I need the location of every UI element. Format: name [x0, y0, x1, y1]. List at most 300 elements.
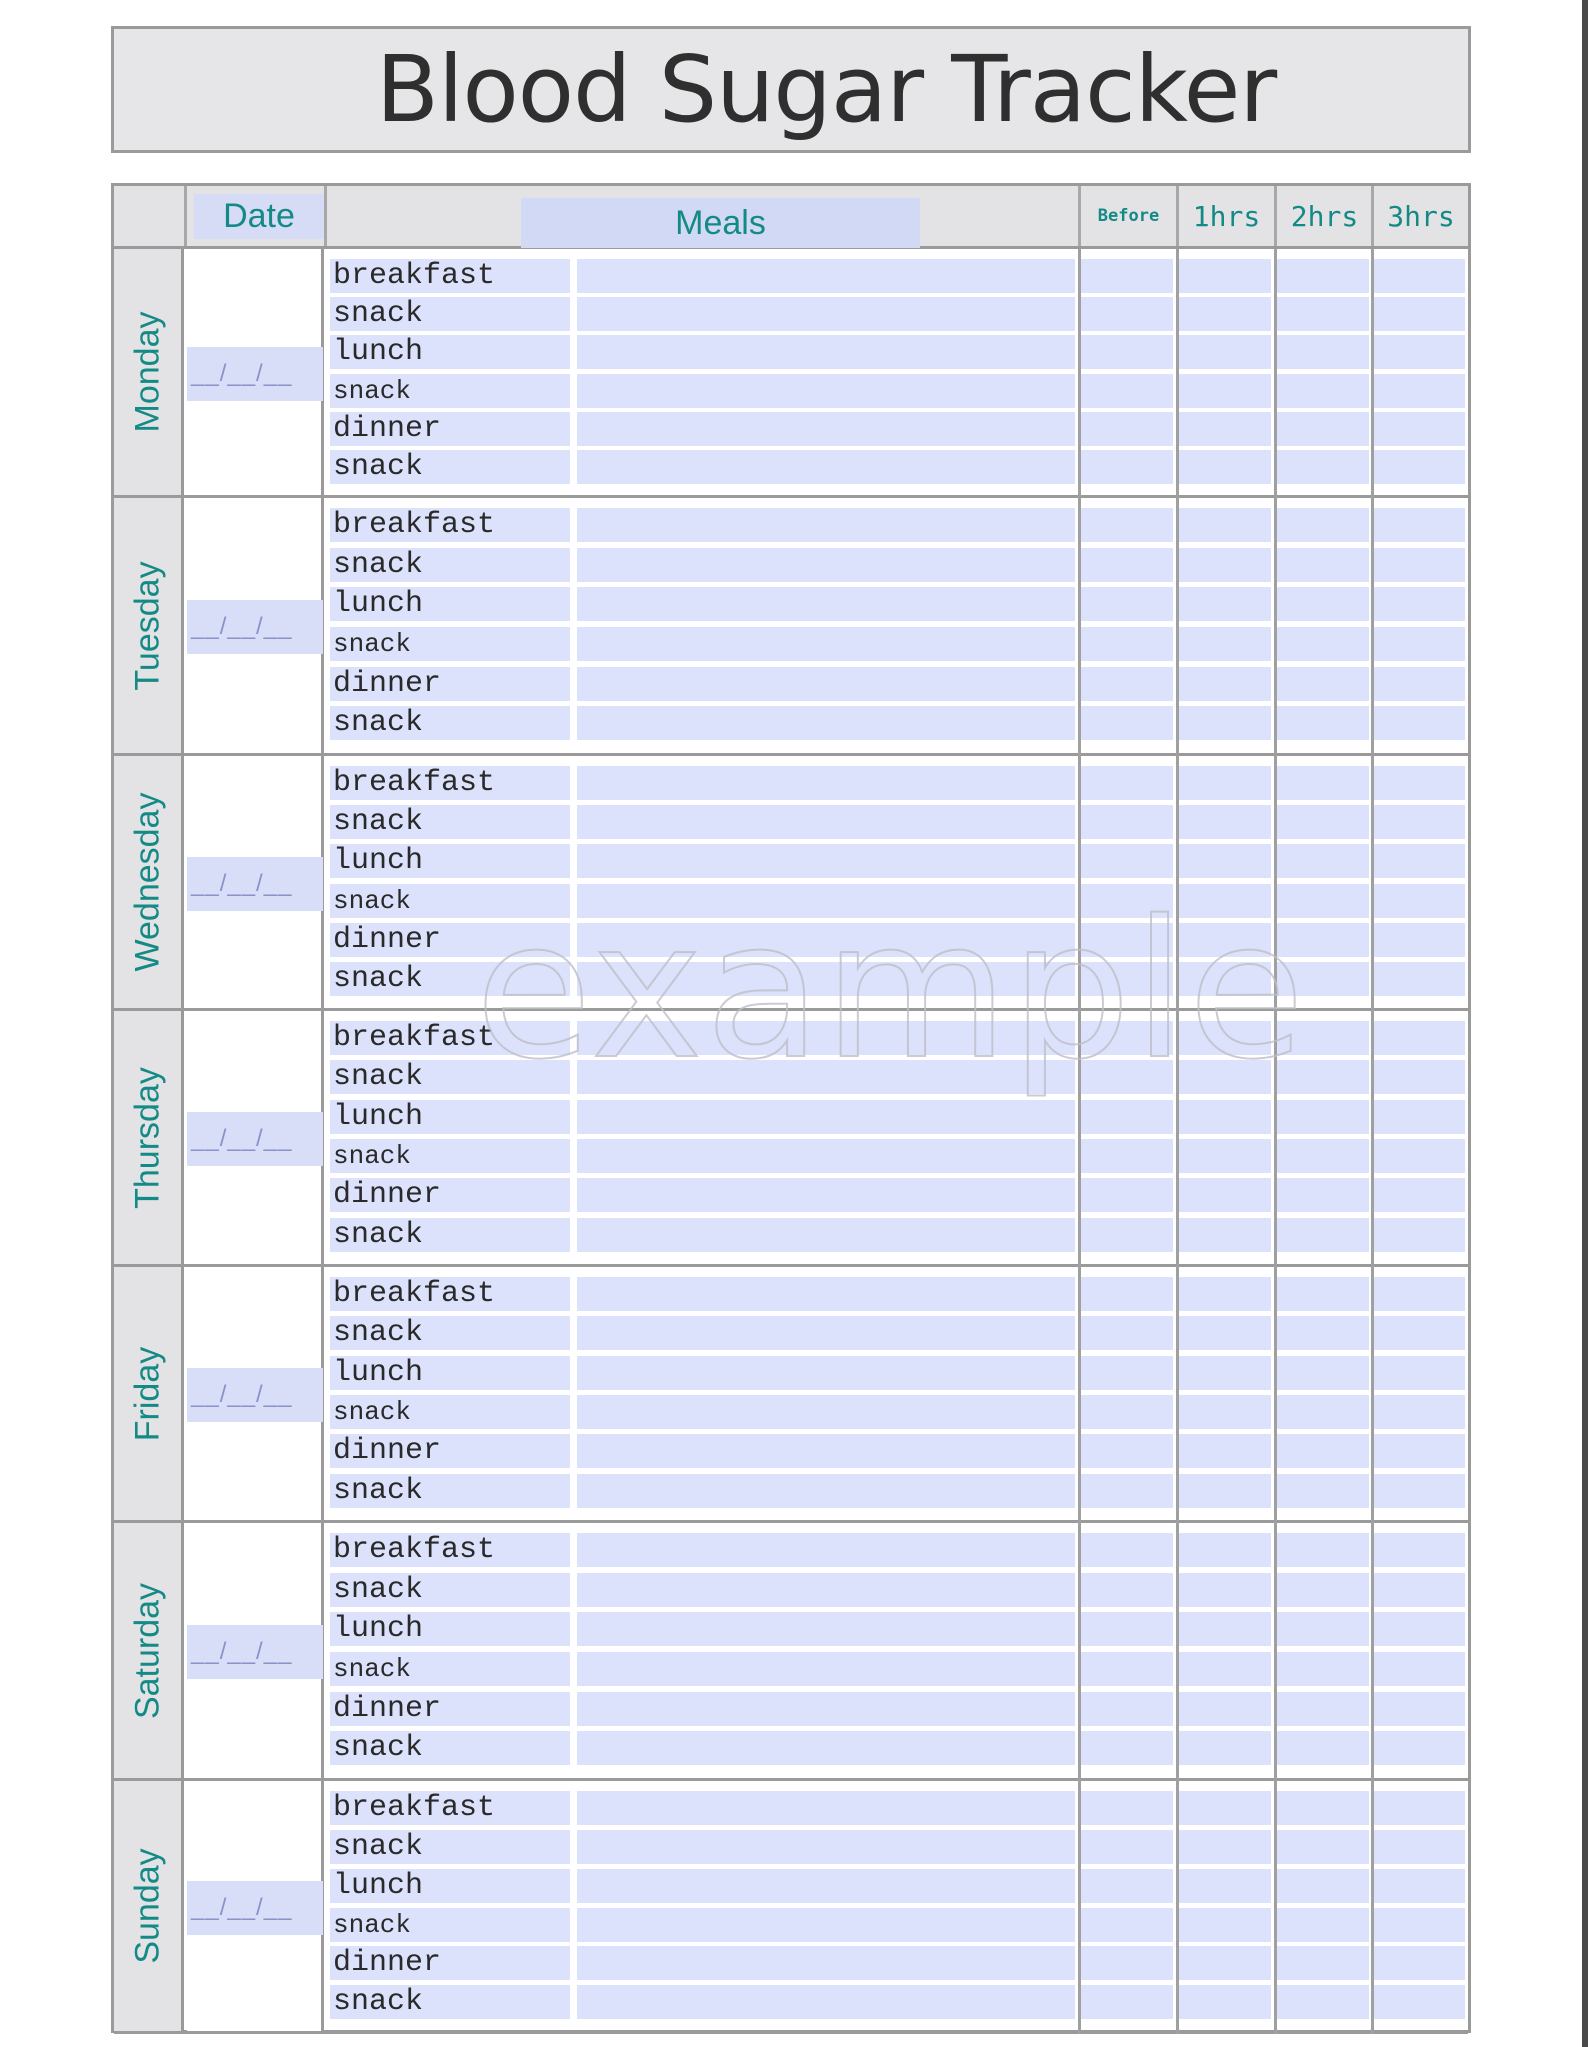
reading-3hrs-field[interactable] — [1374, 844, 1465, 878]
reading-3hrs-field[interactable] — [1374, 706, 1465, 740]
reading-1hrs-field[interactable] — [1179, 1573, 1271, 1607]
reading-2hrs-field[interactable] — [1277, 1316, 1369, 1350]
reading-3hrs-field[interactable] — [1374, 1692, 1465, 1726]
reading-1hrs-field[interactable] — [1179, 1612, 1271, 1646]
meal-row — [330, 1021, 1465, 1055]
reading-1hrs-field[interactable] — [1179, 1100, 1271, 1134]
meal-row — [330, 1612, 1465, 1646]
reading-2hrs-field[interactable] — [1277, 450, 1369, 484]
meal-notes-field[interactable] — [577, 1316, 1075, 1350]
meal-row — [330, 667, 1465, 701]
reading-3hrs-field[interactable] — [1374, 1316, 1465, 1350]
reading-1hrs-field[interactable] — [1179, 1869, 1271, 1903]
reading-1hrs-field[interactable] — [1179, 923, 1271, 957]
reading-before-field[interactable] — [1081, 1830, 1173, 1864]
reading-3hrs-field[interactable] — [1374, 766, 1465, 800]
page-edge — [1582, 0, 1588, 2047]
reading-3hrs-field[interactable] — [1374, 627, 1465, 661]
reading-2hrs-field[interactable] — [1277, 962, 1369, 996]
reading-before-field[interactable] — [1081, 1652, 1173, 1686]
day-name: Wednesday — [128, 792, 166, 972]
reading-before-field[interactable] — [1081, 297, 1173, 331]
meal-row — [330, 805, 1465, 839]
meal-notes-field[interactable] — [577, 923, 1075, 957]
meal-name: snack — [330, 1830, 570, 1864]
reading-before-field[interactable] — [1081, 1100, 1173, 1134]
reading-before-field[interactable] — [1081, 1791, 1173, 1825]
reading-2hrs-field[interactable] — [1277, 1791, 1369, 1825]
reading-before-field[interactable] — [1081, 1139, 1173, 1173]
reading-2hrs-field[interactable] — [1277, 706, 1369, 740]
reading-2hrs-field[interactable] — [1277, 259, 1369, 293]
reading-2hrs-field[interactable] — [1277, 627, 1369, 661]
reading-2hrs-field[interactable] — [1277, 1830, 1369, 1864]
meal-row — [330, 1946, 1465, 1980]
reading-3hrs-field[interactable] — [1374, 548, 1465, 582]
meal-notes-field[interactable] — [577, 706, 1075, 740]
meal-notes-field[interactable] — [577, 1830, 1075, 1864]
meal-name: snack — [330, 1573, 570, 1607]
meal-notes-field[interactable] — [577, 1218, 1075, 1252]
meal-row — [330, 1139, 1465, 1173]
reading-3hrs-field[interactable] — [1374, 1178, 1465, 1212]
reading-3hrs-field[interactable] — [1374, 259, 1465, 293]
day-label — [114, 1011, 184, 1264]
meal-notes-field[interactable] — [577, 1474, 1075, 1508]
reading-before-field[interactable] — [1081, 1356, 1173, 1390]
reading-before-field[interactable] — [1081, 962, 1173, 996]
reading-3hrs-field[interactable] — [1374, 1869, 1465, 1903]
reading-3hrs-field[interactable] — [1374, 1946, 1465, 1980]
reading-1hrs-field[interactable] — [1179, 766, 1271, 800]
reading-before-field[interactable] — [1081, 1316, 1173, 1350]
reading-before-field[interactable] — [1081, 1533, 1173, 1567]
reading-1hrs-field[interactable] — [1179, 1908, 1271, 1942]
meal-name: snack — [330, 1652, 570, 1686]
reading-2hrs-field[interactable] — [1277, 412, 1369, 446]
reading-1hrs-field[interactable] — [1179, 627, 1271, 661]
reading-3hrs-field[interactable] — [1374, 374, 1465, 408]
reading-1hrs-field[interactable] — [1179, 1985, 1271, 2019]
meal-row — [330, 1692, 1465, 1726]
meal-name: lunch — [330, 1100, 570, 1134]
reading-1hrs-field[interactable] — [1179, 706, 1271, 740]
reading-1hrs-field[interactable] — [1179, 374, 1271, 408]
reading-before-field[interactable] — [1081, 706, 1173, 740]
meal-notes-field[interactable] — [577, 1612, 1075, 1646]
reading-3hrs-field[interactable] — [1374, 1791, 1465, 1825]
reading-3hrs-field[interactable] — [1374, 962, 1465, 996]
reading-before-field[interactable] — [1081, 667, 1173, 701]
reading-1hrs-field[interactable] — [1179, 335, 1271, 369]
reading-3hrs-field[interactable] — [1374, 805, 1465, 839]
reading-before-field[interactable] — [1081, 1612, 1173, 1646]
reading-1hrs-field[interactable] — [1179, 450, 1271, 484]
reading-2hrs-field[interactable] — [1277, 1434, 1369, 1468]
meal-row — [330, 412, 1465, 446]
meal-row — [330, 962, 1465, 996]
meal-notes-field[interactable] — [577, 1573, 1075, 1607]
date-field[interactable]: __/__/__ — [187, 1368, 323, 1422]
reading-before-field[interactable] — [1081, 1277, 1173, 1311]
meal-name: breakfast — [330, 1021, 570, 1055]
reading-before-field[interactable] — [1081, 923, 1173, 957]
meal-row — [330, 1791, 1465, 1825]
reading-before-field[interactable] — [1081, 1218, 1173, 1252]
reading-2hrs-field[interactable] — [1277, 508, 1369, 542]
reading-1hrs-field[interactable] — [1179, 1178, 1271, 1212]
reading-before-field[interactable] — [1081, 1985, 1173, 2019]
meal-notes-field[interactable] — [577, 450, 1075, 484]
column-divider — [1371, 249, 1374, 498]
reading-1hrs-field[interactable] — [1179, 1139, 1271, 1173]
reading-before-field[interactable] — [1081, 374, 1173, 408]
reading-before-field[interactable] — [1081, 259, 1173, 293]
reading-1hrs-field[interactable] — [1179, 844, 1271, 878]
reading-1hrs-field[interactable] — [1179, 548, 1271, 582]
meal-row — [330, 1100, 1465, 1134]
reading-before-field[interactable] — [1081, 805, 1173, 839]
date-field[interactable]: __/__/__ — [187, 1881, 323, 1935]
reading-before-field[interactable] — [1081, 587, 1173, 621]
reading-1hrs-field[interactable] — [1179, 1316, 1271, 1350]
meal-name: breakfast — [330, 259, 570, 293]
meal-name: breakfast — [330, 1533, 570, 1567]
meal-row — [330, 1830, 1465, 1864]
meal-row — [330, 508, 1465, 542]
reading-3hrs-field[interactable] — [1374, 1573, 1465, 1607]
meal-name: lunch — [330, 587, 570, 621]
meal-notes-field[interactable] — [577, 374, 1075, 408]
reading-3hrs-field[interactable] — [1374, 1652, 1465, 1686]
reading-before-field[interactable] — [1081, 1573, 1173, 1607]
meal-name: snack — [330, 1731, 570, 1765]
reading-2hrs-field[interactable] — [1277, 1692, 1369, 1726]
reading-3hrs-field[interactable] — [1374, 1474, 1465, 1508]
reading-before-field[interactable] — [1081, 1869, 1173, 1903]
reading-before-field[interactable] — [1081, 627, 1173, 661]
meal-notes-field[interactable] — [577, 548, 1075, 582]
header-divider — [1371, 186, 1374, 246]
reading-1hrs-field[interactable] — [1179, 1946, 1271, 1980]
reading-1hrs-field[interactable] — [1179, 667, 1271, 701]
reading-3hrs-field[interactable] — [1374, 450, 1465, 484]
reading-2hrs-field[interactable] — [1277, 297, 1369, 331]
meal-notes-field[interactable] — [577, 1277, 1075, 1311]
reading-before-field[interactable] — [1081, 1946, 1173, 1980]
reading-1hrs-field[interactable] — [1179, 1731, 1271, 1765]
reading-1hrs-field[interactable] — [1179, 1434, 1271, 1468]
reading-before-field[interactable] — [1081, 1908, 1173, 1942]
reading-before-field[interactable] — [1081, 548, 1173, 582]
reading-before-field[interactable] — [1081, 766, 1173, 800]
reading-1hrs-field[interactable] — [1179, 1021, 1271, 1055]
reading-2hrs-field[interactable] — [1277, 1573, 1369, 1607]
column-divider — [1274, 1011, 1277, 1267]
reading-3hrs-field[interactable] — [1374, 1830, 1465, 1864]
reading-3hrs-field[interactable] — [1374, 1021, 1465, 1055]
reading-3hrs-field[interactable] — [1374, 1139, 1465, 1173]
meal-name: dinner — [330, 412, 570, 446]
reading-3hrs-field[interactable] — [1374, 297, 1465, 331]
meal-notes-field[interactable] — [577, 1395, 1075, 1429]
meal-name: breakfast — [330, 508, 570, 542]
reading-3hrs-field[interactable] — [1374, 412, 1465, 446]
reading-before-field[interactable] — [1081, 335, 1173, 369]
meal-row — [330, 1356, 1465, 1390]
reading-1hrs-field[interactable] — [1179, 259, 1271, 293]
meal-notes-field[interactable] — [577, 627, 1075, 661]
meal-row — [330, 1434, 1465, 1468]
meal-notes-field[interactable] — [577, 667, 1075, 701]
reading-3hrs-field[interactable] — [1374, 1060, 1465, 1094]
day-label — [114, 498, 184, 753]
reading-2hrs-field[interactable] — [1277, 1612, 1369, 1646]
meal-notes-field[interactable] — [577, 412, 1075, 446]
reading-1hrs-field[interactable] — [1179, 1652, 1271, 1686]
meal-name: snack — [330, 1139, 570, 1173]
reading-3hrs-field[interactable] — [1374, 1612, 1465, 1646]
reading-before-field[interactable] — [1081, 1395, 1173, 1429]
date-field[interactable]: __/__/__ — [187, 857, 323, 911]
reading-2hrs-field[interactable] — [1277, 1021, 1369, 1055]
reading-2hrs-field[interactable] — [1277, 1946, 1369, 1980]
meal-row — [330, 335, 1465, 369]
meal-name: breakfast — [330, 766, 570, 800]
date-field[interactable]: __/__/__ — [187, 1112, 323, 1166]
reading-2hrs-field[interactable] — [1277, 1474, 1369, 1508]
header-before: Before — [1097, 206, 1160, 226]
reading-before-field[interactable] — [1081, 412, 1173, 446]
meal-name: snack — [330, 374, 570, 408]
meal-notes-field[interactable] — [577, 1356, 1075, 1390]
reading-1hrs-field[interactable] — [1179, 1692, 1271, 1726]
meal-notes-field[interactable] — [577, 335, 1075, 369]
reading-2hrs-field[interactable] — [1277, 1356, 1369, 1390]
header-3hrs: 3hrs — [1387, 199, 1455, 233]
column-divider — [1078, 249, 1081, 498]
reading-before-field[interactable] — [1081, 884, 1173, 918]
reading-1hrs-field[interactable] — [1179, 1791, 1271, 1825]
meal-notes-field[interactable] — [577, 508, 1075, 542]
reading-before-field[interactable] — [1081, 844, 1173, 878]
meal-notes-field[interactable] — [577, 844, 1075, 878]
reading-2hrs-field[interactable] — [1277, 1908, 1369, 1942]
meal-name: snack — [330, 1985, 570, 2019]
date-field[interactable]: __/__/__ — [187, 1625, 323, 1679]
reading-1hrs-field[interactable] — [1179, 884, 1271, 918]
reading-2hrs-field[interactable] — [1277, 923, 1369, 957]
meal-notes-field[interactable] — [577, 1533, 1075, 1567]
reading-2hrs-field[interactable] — [1277, 1277, 1369, 1311]
reading-1hrs-field[interactable] — [1179, 1533, 1271, 1567]
meal-notes-field[interactable] — [577, 1985, 1075, 2019]
reading-before-field[interactable] — [1081, 1434, 1173, 1468]
reading-before-field[interactable] — [1081, 1021, 1173, 1055]
meal-notes-field[interactable] — [577, 1692, 1075, 1726]
reading-3hrs-field[interactable] — [1374, 508, 1465, 542]
column-divider — [1176, 756, 1179, 1011]
reading-3hrs-field[interactable] — [1374, 1100, 1465, 1134]
reading-3hrs-field[interactable] — [1374, 1277, 1465, 1311]
reading-2hrs-field[interactable] — [1277, 1533, 1369, 1567]
meal-row — [330, 374, 1465, 408]
date-field[interactable]: __/__/__ — [187, 600, 323, 654]
meal-row — [330, 1474, 1465, 1508]
meal-name: snack — [330, 450, 570, 484]
reading-2hrs-field[interactable] — [1277, 1731, 1369, 1765]
header-divider — [1078, 186, 1081, 246]
reading-2hrs-field[interactable] — [1277, 1869, 1369, 1903]
meal-notes-field[interactable] — [577, 766, 1075, 800]
reading-2hrs-field[interactable] — [1277, 587, 1369, 621]
meal-notes-field[interactable] — [577, 1139, 1075, 1173]
reading-3hrs-field[interactable] — [1374, 667, 1465, 701]
reading-2hrs-field[interactable] — [1277, 805, 1369, 839]
meal-row — [330, 1277, 1465, 1311]
reading-1hrs-field[interactable] — [1179, 297, 1271, 331]
meal-notes-field[interactable] — [577, 1060, 1075, 1094]
meal-notes-field[interactable] — [577, 297, 1075, 331]
day-name: Saturday — [128, 1582, 166, 1719]
reading-2hrs-field[interactable] — [1277, 766, 1369, 800]
day-label — [114, 1267, 184, 1520]
column-divider — [1274, 1781, 1277, 2034]
column-divider — [1274, 1267, 1277, 1523]
meal-notes-field[interactable] — [577, 1021, 1075, 1055]
meal-notes-field[interactable] — [577, 1791, 1075, 1825]
meal-row — [330, 1060, 1465, 1094]
reading-3hrs-field[interactable] — [1374, 1731, 1465, 1765]
reading-2hrs-field[interactable] — [1277, 1652, 1369, 1686]
column-divider — [1274, 249, 1277, 498]
reading-3hrs-field[interactable] — [1374, 884, 1465, 918]
meal-notes-field[interactable] — [577, 259, 1075, 293]
page-title: Blood Sugar Tracker — [375, 36, 1277, 143]
reading-before-field[interactable] — [1081, 1692, 1173, 1726]
meal-name: snack — [330, 962, 570, 996]
header-divider — [1176, 186, 1179, 246]
column-divider — [1078, 1267, 1081, 1523]
reading-3hrs-field[interactable] — [1374, 1985, 1465, 2019]
reading-2hrs-field[interactable] — [1277, 374, 1369, 408]
meal-name: snack — [330, 1218, 570, 1252]
column-divider — [1078, 756, 1081, 1011]
reading-2hrs-field[interactable] — [1277, 1985, 1369, 2019]
reading-before-field[interactable] — [1081, 1178, 1173, 1212]
reading-3hrs-field[interactable] — [1374, 1434, 1465, 1468]
meal-name: lunch — [330, 1869, 570, 1903]
header-date: Date — [194, 194, 324, 239]
reading-2hrs-field[interactable] — [1277, 667, 1369, 701]
column-divider — [1371, 498, 1374, 756]
meal-name: dinner — [330, 1946, 570, 1980]
meal-notes-field[interactable] — [577, 1731, 1075, 1765]
reading-2hrs-field[interactable] — [1277, 884, 1369, 918]
date-field[interactable]: __/__/__ — [187, 347, 323, 401]
reading-1hrs-field[interactable] — [1179, 587, 1271, 621]
meal-name: breakfast — [330, 1791, 570, 1825]
reading-1hrs-field[interactable] — [1179, 508, 1271, 542]
reading-1hrs-field[interactable] — [1179, 412, 1271, 446]
reading-3hrs-field[interactable] — [1374, 1395, 1465, 1429]
header-divider — [324, 186, 327, 246]
meal-row — [330, 548, 1465, 582]
reading-1hrs-field[interactable] — [1179, 1060, 1271, 1094]
meal-name: snack — [330, 627, 570, 661]
reading-2hrs-field[interactable] — [1277, 1178, 1369, 1212]
reading-1hrs-field[interactable] — [1179, 962, 1271, 996]
reading-3hrs-field[interactable] — [1374, 1356, 1465, 1390]
meal-name: snack — [330, 1060, 570, 1094]
day-block-wednesday — [114, 756, 1468, 1011]
meal-name: dinner — [330, 667, 570, 701]
reading-2hrs-field[interactable] — [1277, 548, 1369, 582]
meal-row — [330, 706, 1465, 740]
meal-notes-field[interactable] — [577, 1178, 1075, 1212]
meal-row — [330, 1731, 1465, 1765]
meal-notes-field[interactable] — [577, 1869, 1075, 1903]
day-block-friday — [114, 1267, 1468, 1523]
reading-1hrs-field[interactable] — [1179, 1474, 1271, 1508]
meal-notes-field[interactable] — [577, 1652, 1075, 1686]
meal-row — [330, 923, 1465, 957]
reading-3hrs-field[interactable] — [1374, 1533, 1465, 1567]
reading-2hrs-field[interactable] — [1277, 1395, 1369, 1429]
column-divider — [1371, 1011, 1374, 1267]
reading-2hrs-field[interactable] — [1277, 1139, 1369, 1173]
reading-1hrs-field[interactable] — [1179, 1395, 1271, 1429]
reading-3hrs-field[interactable] — [1374, 335, 1465, 369]
reading-2hrs-field[interactable] — [1277, 1060, 1369, 1094]
reading-3hrs-field[interactable] — [1374, 1218, 1465, 1252]
meal-name: snack — [330, 706, 570, 740]
header-divider — [184, 186, 187, 246]
meal-notes-field[interactable] — [577, 1100, 1075, 1134]
reading-1hrs-field[interactable] — [1179, 1356, 1271, 1390]
meal-row — [330, 766, 1465, 800]
reading-before-field[interactable] — [1081, 1731, 1173, 1765]
reading-2hrs-field[interactable] — [1277, 1218, 1369, 1252]
reading-2hrs-field[interactable] — [1277, 335, 1369, 369]
reading-3hrs-field[interactable] — [1374, 587, 1465, 621]
meal-notes-field[interactable] — [577, 587, 1075, 621]
reading-2hrs-field[interactable] — [1277, 844, 1369, 878]
reading-1hrs-field[interactable] — [1179, 1830, 1271, 1864]
day-block-sunday — [114, 1781, 1468, 2034]
column-divider — [1176, 1781, 1179, 2034]
reading-before-field[interactable] — [1081, 450, 1173, 484]
reading-2hrs-field[interactable] — [1277, 1100, 1369, 1134]
reading-1hrs-field[interactable] — [1179, 1218, 1271, 1252]
meal-notes-field[interactable] — [577, 962, 1075, 996]
reading-before-field[interactable] — [1081, 1060, 1173, 1094]
reading-1hrs-field[interactable] — [1179, 805, 1271, 839]
day-name: Monday — [128, 311, 166, 433]
meal-notes-field[interactable] — [577, 805, 1075, 839]
meal-row — [330, 1573, 1465, 1607]
reading-before-field[interactable] — [1081, 508, 1173, 542]
reading-3hrs-field[interactable] — [1374, 1908, 1465, 1942]
meal-notes-field[interactable] — [577, 1434, 1075, 1468]
day-block-saturday — [114, 1523, 1468, 1781]
reading-before-field[interactable] — [1081, 1474, 1173, 1508]
meal-notes-field[interactable] — [577, 1946, 1075, 1980]
meal-notes-field[interactable] — [577, 1908, 1075, 1942]
reading-1hrs-field[interactable] — [1179, 1277, 1271, 1311]
reading-3hrs-field[interactable] — [1374, 923, 1465, 957]
meal-notes-field[interactable] — [577, 884, 1075, 918]
